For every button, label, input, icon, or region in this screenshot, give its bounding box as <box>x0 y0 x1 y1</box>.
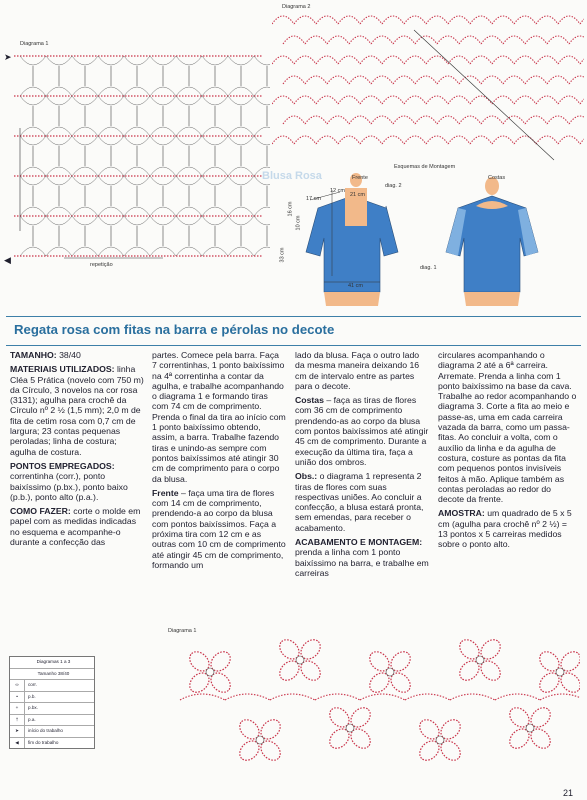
measure-17cm: 17 cm <box>306 196 321 202</box>
bottom-diagram-label: Diagrama 1 <box>168 628 197 634</box>
back-label: Costas <box>488 175 506 181</box>
front-label: Frente <box>352 175 368 181</box>
paragraph-text: um quadrado de 5 x 5 cm (agulha para crochê nº 2 ½) = 13 pontos x 5 carreiras medidos sobre o ponto alto. <box>438 508 572 550</box>
paragraph <box>152 350 286 484</box>
paragraph <box>295 537 429 578</box>
measure-41cm: 41 cm <box>348 283 363 289</box>
paragraph <box>152 488 286 570</box>
montage-title: Esquemas de Montagem <box>394 164 456 170</box>
paragraph-text: linha Cléa 5 Prática (novelo com 750 m) da Círculo, 3 novelos na cor rosa (3131); agulha para crochê da Círculo nº 2 ½ (1,5 mm); 2,0 m de fita de cetim rosa com 0,7 cm de largura; 23 contas pequenas peroladas; linha de costura; agulha de costura. <box>10 364 144 457</box>
text-column-3 <box>295 350 429 582</box>
legend-row: • p.b. <box>10 692 94 704</box>
paragraph-text: circulares acompanhando o diagrama 2 até a 6ª carreira. Arremate. Prenda a linha com 1 ponto baixíssimo na base da cava. Trabalhe ao redor acompanhando o diagrama 3. Corte a fita ao meio e passe-as, uma em cada carreira vazada da barra, como um passa-fitas. Ao concluir a volta, com o auxílio da linha e da agulha de costura, costure as pontas da fita com pequenos pontos invisíveis feitos à mão. Aplique também as contas peroladas ao redor do decote da frente. <box>438 350 577 505</box>
flower-strip-chart <box>160 630 580 780</box>
paragraph-heading: Frente <box>152 487 179 498</box>
measure-33cm: 33 cm <box>279 247 286 263</box>
measure-10cm: 10 cm <box>295 215 302 231</box>
paragraph <box>10 506 144 547</box>
page-number: 21 <box>562 788 573 798</box>
measure-21cm: 21 cm <box>350 192 365 198</box>
article-title: Regata rosa com fitas na barra e pérolas no decote <box>14 322 335 337</box>
paragraph-heading: MATERIAIS UTILIZADOS: <box>10 364 115 375</box>
paragraph <box>295 471 429 533</box>
text-column-1 <box>10 350 144 551</box>
measure-12cm: 12 cm <box>330 188 345 194</box>
diagram-1-chart <box>0 36 270 276</box>
paragraph-heading: ACABAMENTO E MONTAGEM: <box>295 537 423 548</box>
symbol-legend <box>9 656 95 749</box>
paragraph-text: lado da blusa. Faça o outro lado da mesma maneira deixando 16 cm de intervalo entre as partes para o decote. <box>295 350 420 391</box>
paragraph-heading: PONTOS EMPREGADOS: <box>10 460 115 471</box>
paragraph-text: 38/40 <box>56 350 81 360</box>
start-arrow-icon: ➤ <box>4 52 12 62</box>
legend-title: Diagramas 1 a 3 <box>10 657 94 669</box>
repeat-label: repetição <box>90 262 113 268</box>
legend-size: Tamanho 38/40 <box>10 669 94 681</box>
paragraph-text: correntinha (corr.), ponto baixíssimo (p.bx.), ponto baixo (p.b.), ponto alto (p.a.). <box>10 471 128 502</box>
diag-1-label: diag. 1 <box>420 265 437 271</box>
paragraph-heading: AMOSTRA: <box>438 508 485 519</box>
diagram-2-chart <box>272 8 584 166</box>
paragraph-heading: TAMANHO: <box>10 350 57 360</box>
text-column-2 <box>152 350 286 574</box>
assembly-schematic <box>270 170 584 312</box>
paragraph-heading: COMO FAZER: <box>10 506 71 517</box>
text-column-4 <box>438 350 578 554</box>
paragraph <box>10 364 144 457</box>
paragraph-text: prenda a linha com 1 ponto baixíssimo na barra, e trabalhe em carreiras <box>295 547 429 578</box>
paragraph <box>438 508 578 549</box>
legend-row: ➤ início do trabalho <box>10 726 94 738</box>
diag-2-label: diag. 2 <box>385 183 402 189</box>
paragraph <box>10 461 144 502</box>
end-arrow-icon: ◀ <box>4 255 11 265</box>
diagram-1-label: Diagrama 1 <box>20 41 49 47</box>
legend-row: † p.a. <box>10 715 94 727</box>
paragraph <box>295 350 429 391</box>
ghost-title: Blusa Rosa <box>262 170 322 182</box>
diagram-2-label: Diagrama 2 <box>282 4 311 10</box>
legend-row: ∞ corr. <box>10 680 94 692</box>
measure-16cm: 16 cm <box>287 201 294 217</box>
paragraph-text: – faça as tiras de flores com 36 cm de comprimento prendendo-as ao corpo da blusa com pontos baixíssimos até atingir 45 cm de comprimento. Durante a execução da última tira, faça a união dos ombros. <box>295 395 429 467</box>
paragraph <box>438 350 578 504</box>
paragraph-text: partes. Comece pela barra. Faça 7 correntinhas, 1 ponto baixíssimo na 4ª correntinha a contar da agulha, e trabalhe acompanhando o diagrama 1 e formando tiras com 74 cm de comprimento. Prenda o final da tira ao início com 1 ponto baixíssimo obtendo, assim, a barra. Trabalhe fazendo tiras e unindo-as sempre com pontos baixíssimos até atingir 30 cm de comprimento para o corpo da blusa. <box>152 350 286 484</box>
paragraph <box>10 350 144 360</box>
paragraph-text: corte o molde em papel com as medidas indicadas no esquema e acompanhe-o durante a confecção das <box>10 506 141 548</box>
paragraph-heading: Obs.: <box>295 471 318 482</box>
legend-row: + p.bx. <box>10 703 94 715</box>
legend-row: ◀ fim do trabalho <box>10 738 94 749</box>
paragraph-heading: Costas <box>295 395 324 406</box>
paragraph-text: – faça uma tira de flores com 14 cm de comprimento, prendendo-a ao corpo da blusa com pontos baixíssimos. Faça a próxima tira com 12 cm e as outras com 10 cm de comprimento até atingir 45 cm de comprimento, formando um <box>152 487 286 570</box>
paragraph-text: o diagrama 1 representa 2 tiras de flores com suas respectivas uniões. Ao concluir a confecção, a blusa estará pronta, sem emendas, para receber o acabamento. <box>295 471 424 533</box>
paragraph <box>295 395 429 467</box>
